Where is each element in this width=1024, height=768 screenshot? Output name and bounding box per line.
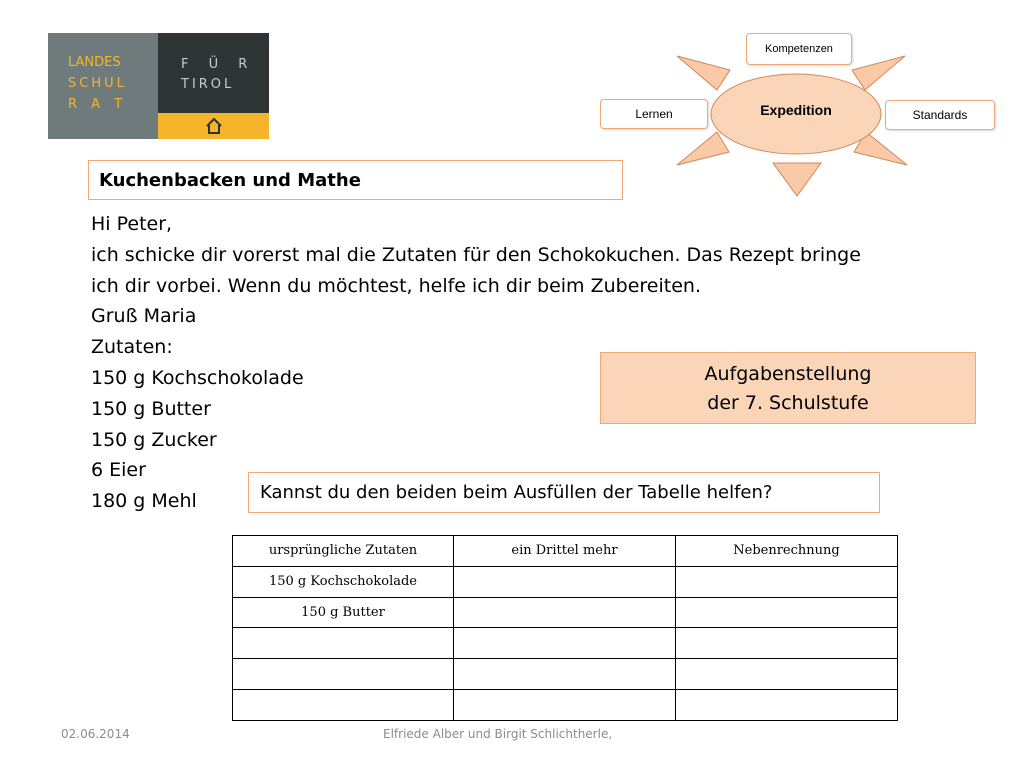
expedition-diagram [595, 28, 1000, 203]
table-cell [676, 628, 898, 659]
logo-line-rat: R A T [68, 97, 128, 112]
question-text: Kannst du den beiden beim Ausfüllen der Tabelle helfen? [260, 482, 773, 503]
title-box [88, 160, 623, 200]
table-cell [454, 659, 676, 690]
letter-line: ich schicke dir vorerst mal die Zutaten für den Schokokuchen. Das Rezept bringe [91, 243, 861, 266]
table-cell [454, 597, 676, 628]
table-header-cell: Nebenrechnung [676, 536, 898, 567]
table-cell [676, 659, 898, 690]
ray-upper-left [677, 56, 730, 90]
logo-line-fuer: F Ü R [181, 57, 256, 72]
task-line-1: Aufgabenstellung [704, 363, 872, 385]
ray-lower-left [677, 132, 729, 165]
table-row [233, 689, 898, 720]
letter-line: Gruß Maria [91, 305, 197, 328]
table-header-cell: ursprüngliche Zutaten [233, 536, 454, 567]
table-cell [676, 597, 898, 628]
table-cell [233, 659, 454, 690]
table-cell [454, 628, 676, 659]
landesschulrat-logo [48, 33, 269, 139]
footer-date: 02.06.2014 [61, 727, 130, 741]
table-cell [233, 628, 454, 659]
ingredient-line: 150 g Zucker [91, 428, 217, 451]
label-lernen: Lernen [600, 99, 708, 129]
ingredient-table [232, 535, 898, 721]
table-row [233, 659, 898, 690]
label-expedition: Expedition [760, 102, 832, 118]
table-cell: 150 g Kochschokolade [233, 566, 454, 597]
table-row [233, 628, 898, 659]
logo-accent-bar [158, 113, 269, 139]
ray-upper-right [852, 56, 905, 90]
ingredient-line: 6 Eier [91, 459, 146, 482]
page-title: Kuchenbacken und Mathe [99, 170, 361, 191]
table-cell [233, 689, 454, 720]
table-cell [454, 689, 676, 720]
letter-line: Zutaten: [91, 336, 173, 359]
logo-right-panel [158, 33, 269, 113]
question-box [248, 472, 880, 513]
logo-line-schul: SCHUL [68, 76, 127, 91]
table-cell: 150 g Butter [233, 597, 454, 628]
table-cell [676, 689, 898, 720]
house-icon [204, 116, 224, 136]
table-header-row [233, 536, 898, 567]
logo-line-tirol: TIROL [181, 77, 235, 92]
table-header-cell: ein Drittel mehr [454, 536, 676, 567]
table-row [233, 566, 898, 597]
ingredient-line: 180 g Mehl [91, 490, 197, 513]
table-cell [454, 566, 676, 597]
footer-authors: Elfriede Alber und Birgit Schlichtherle, [383, 727, 613, 741]
letter-line: ich dir vorbei. Wenn du möchtest, helfe ich dir beim Zubereiten. [91, 274, 701, 297]
letter-line: Hi Peter, [91, 213, 173, 235]
logo-left-panel [48, 33, 158, 139]
label-standards: Standards [885, 100, 995, 130]
ingredient-line: 150 g Butter [91, 397, 211, 420]
label-kompetenzen: Kompetenzen [746, 33, 852, 65]
ray-bottom [773, 163, 821, 196]
task-line-2: der 7. Schulstufe [707, 392, 869, 414]
task-info-box [600, 352, 976, 424]
table-cell [676, 566, 898, 597]
ingredient-line: 150 g Kochschokolade [91, 366, 304, 389]
table-row [233, 597, 898, 628]
logo-line-landes: LANDES [68, 55, 121, 70]
